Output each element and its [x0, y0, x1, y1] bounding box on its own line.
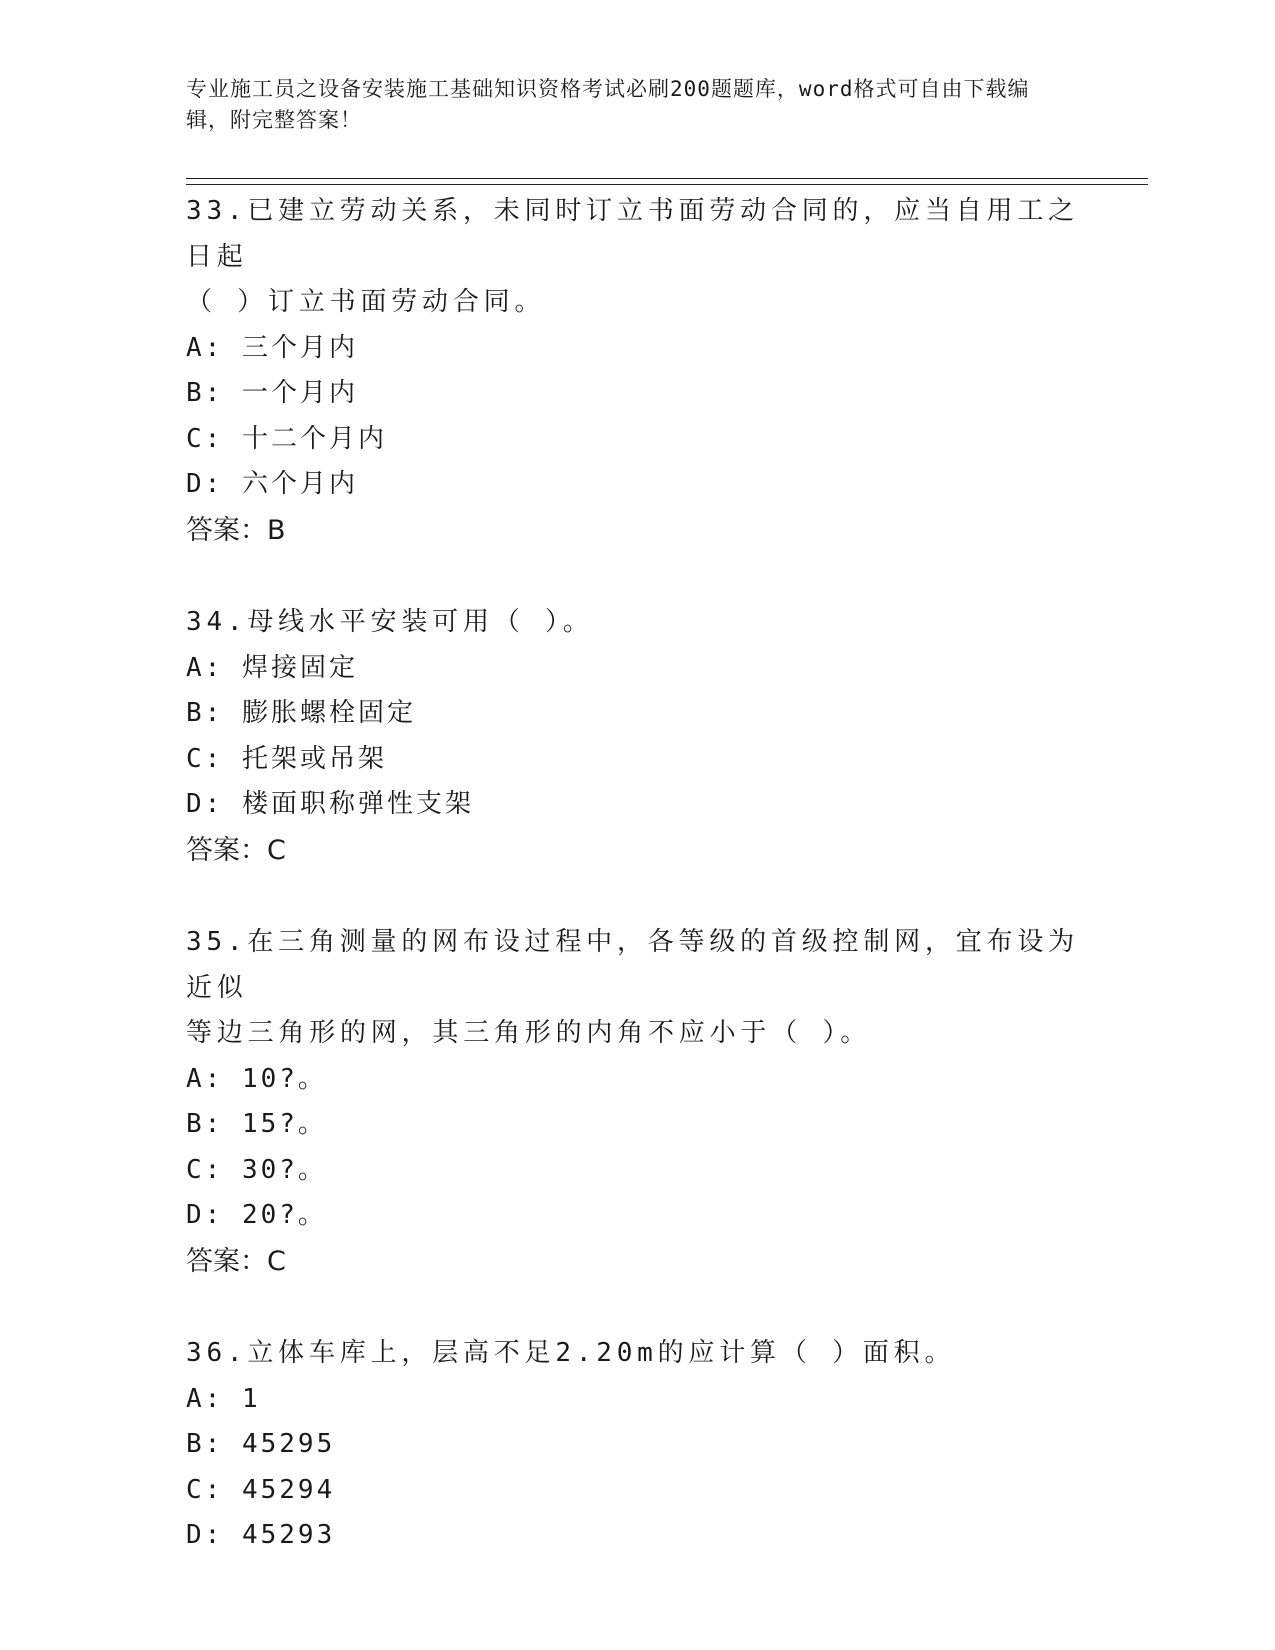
- option-c: C: 30?。: [186, 1154, 327, 1185]
- question-stem: 等边三角形的网，其三角形的内角不应小于（ ）。: [186, 1018, 872, 1048]
- question-35: [186, 920, 1106, 1284]
- question-stem: 36.立体车库上，层高不足2.20m的应计算（ ）面积。: [186, 1338, 956, 1368]
- question-stem: 35.在三角测量的网布设过程中，各等级的首级控制网，宜布设为近似: [186, 927, 1079, 1003]
- answer: 答案：C: [186, 834, 286, 866]
- question-36: [186, 1331, 1106, 1559]
- option-b: B: 45295: [186, 1429, 336, 1459]
- option-a: A: 焊接固定: [186, 652, 358, 683]
- option-a: A: 1: [186, 1383, 261, 1414]
- answer: 答案：B: [186, 514, 286, 546]
- option-c: C: 十二个月内: [186, 423, 387, 454]
- option-d: D: 六个月内: [186, 469, 358, 499]
- option-b: B: 膨胀螺栓固定: [186, 698, 416, 728]
- option-c: C: 托架或吊架: [186, 743, 387, 774]
- question-stem: 33.已建立劳动关系，未同时订立书面劳动合同的，应当自用工之日起: [186, 196, 1079, 272]
- question-list: [186, 189, 1106, 1606]
- option-d: D: 45293: [186, 1520, 336, 1550]
- header-divider-bottom: [186, 184, 1148, 185]
- question-34: [186, 600, 1106, 873]
- question-stem: （ ）订立书面劳动合同。: [186, 287, 546, 317]
- option-d: D: 20?。: [186, 1200, 327, 1230]
- option-b: B: 一个月内: [186, 378, 358, 408]
- option-c: C: 45294: [186, 1474, 336, 1505]
- question-33: [186, 189, 1106, 553]
- option-a: A: 10?。: [186, 1063, 327, 1094]
- document-header: 专业施工员之设备安装施工基础知识资格考试必刷200题题库，word格式可自由下载编辑，附完整答案！: [186, 77, 1030, 132]
- option-a: A: 三个月内: [186, 332, 358, 363]
- option-b: B: 15?。: [186, 1109, 327, 1139]
- question-stem: 34.母线水平安装可用（ ）。: [186, 607, 594, 637]
- option-d: D: 楼面职称弹性支架: [186, 789, 474, 819]
- header-divider-top: [186, 178, 1148, 179]
- answer: 答案：C: [186, 1245, 286, 1277]
